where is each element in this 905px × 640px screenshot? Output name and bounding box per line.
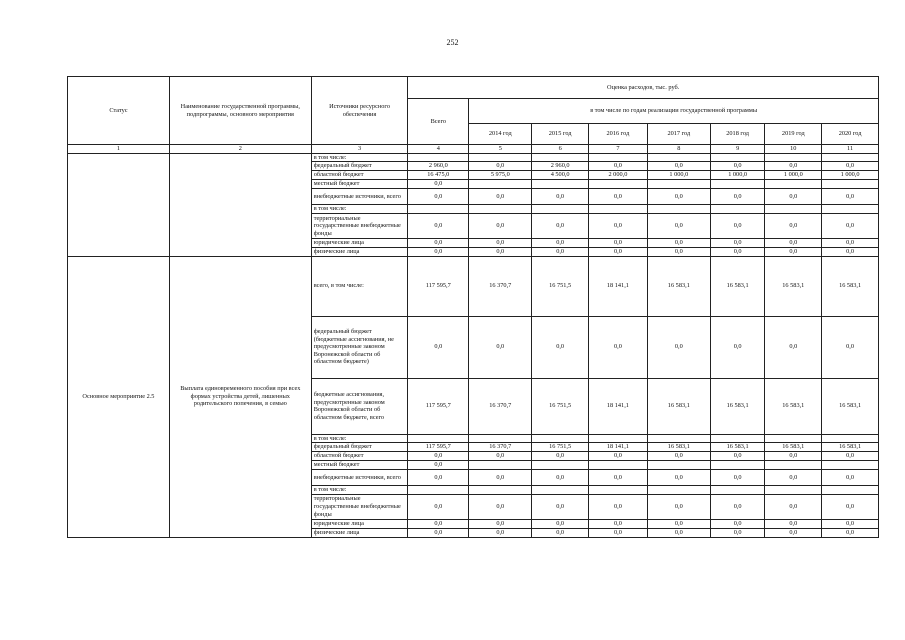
year-value-cell: 18 141,1	[589, 378, 648, 434]
year-value-cell: 18 141,1	[589, 256, 648, 316]
year-value-cell: 0,0	[710, 316, 765, 378]
year-value-cell: 16 370,7	[469, 256, 532, 316]
year-value-cell: 16 583,1	[822, 256, 879, 316]
year-value-cell: 0,0	[469, 470, 532, 486]
year-value-cell: 0,0	[822, 189, 879, 205]
source-cell: областной бюджет	[311, 171, 408, 180]
year-value-cell: 0,0	[647, 248, 710, 257]
header-year: 2016 год	[589, 124, 648, 145]
header-total: Всего	[408, 99, 469, 145]
column-number: 10	[765, 145, 822, 154]
year-value-cell: 0,0	[469, 494, 532, 519]
year-value-cell: 0,0	[589, 528, 648, 537]
year-value-cell: 0,0	[710, 519, 765, 528]
year-value-cell	[822, 180, 879, 189]
year-value-cell	[589, 434, 648, 443]
year-value-cell: 0,0	[589, 239, 648, 248]
year-value-cell: 0,0	[469, 239, 532, 248]
year-value-cell: 0,0	[822, 239, 879, 248]
year-value-cell: 0,0	[647, 452, 710, 461]
year-value-cell: 0,0	[765, 189, 822, 205]
block1-body	[68, 153, 879, 256]
year-value-cell	[710, 486, 765, 495]
year-value-cell: 0,0	[469, 452, 532, 461]
year-value-cell: 0,0	[589, 494, 648, 519]
year-value-cell: 0,0	[822, 470, 879, 486]
total-cell: 0,0	[408, 528, 469, 537]
year-value-cell: 1 000,0	[765, 171, 822, 180]
year-value-cell: 0,0	[710, 162, 765, 171]
year-value-cell: 4 500,0	[532, 171, 589, 180]
total-cell: 0,0	[408, 239, 469, 248]
year-value-cell	[765, 205, 822, 214]
total-cell: 0,0	[408, 461, 469, 470]
year-value-cell: 0,0	[765, 316, 822, 378]
year-value-cell: 0,0	[532, 452, 589, 461]
source-cell: областной бюджет	[311, 452, 408, 461]
year-value-cell: 16 583,1	[765, 256, 822, 316]
year-value-cell: 16 583,1	[710, 443, 765, 452]
year-value-cell: 0,0	[765, 248, 822, 257]
source-cell: в том числе:	[311, 486, 408, 495]
year-value-cell	[647, 205, 710, 214]
year-value-cell: 0,0	[589, 189, 648, 205]
year-value-cell: 0,0	[589, 248, 648, 257]
year-value-cell	[469, 180, 532, 189]
column-number: 7	[589, 145, 648, 154]
year-value-cell: 18 141,1	[589, 443, 648, 452]
header-year: 2015 год	[532, 124, 589, 145]
year-value-cell: 0,0	[589, 316, 648, 378]
year-value-cell	[469, 486, 532, 495]
year-value-cell: 0,0	[589, 452, 648, 461]
year-value-cell: 5 975,0	[469, 171, 532, 180]
year-value-cell: 16 583,1	[822, 443, 879, 452]
year-value-cell: 0,0	[822, 248, 879, 257]
year-value-cell	[822, 205, 879, 214]
table-header	[68, 77, 879, 154]
activity-name: Выплата единовременного пособия при всех формах устройства детей, лишенных родительского попечения, в семью	[169, 256, 311, 537]
year-value-cell: 16 583,1	[710, 378, 765, 434]
year-value-cell: 16 583,1	[647, 256, 710, 316]
name-cell	[169, 153, 311, 256]
year-value-cell: 16 370,7	[469, 443, 532, 452]
column-number: 4	[408, 145, 469, 154]
block2-body	[68, 256, 879, 537]
total-cell: 0,0	[408, 519, 469, 528]
year-value-cell: 0,0	[822, 528, 879, 537]
year-value-cell	[765, 180, 822, 189]
source-cell: в том числе:	[311, 153, 408, 162]
year-value-cell	[532, 434, 589, 443]
column-number: 1	[68, 145, 170, 154]
year-value-cell: 0,0	[532, 214, 589, 239]
year-value-cell: 0,0	[710, 452, 765, 461]
year-value-cell	[589, 205, 648, 214]
year-value-cell: 0,0	[710, 239, 765, 248]
year-value-cell	[532, 153, 589, 162]
year-value-cell: 16 370,7	[469, 378, 532, 434]
year-value-cell	[647, 461, 710, 470]
header-name: Наименование государственной программы, подпрограммы, основного мероприятия	[169, 77, 311, 145]
year-value-cell: 0,0	[532, 189, 589, 205]
year-value-cell	[765, 461, 822, 470]
year-value-cell	[469, 205, 532, 214]
total-cell: 2 960,0	[408, 162, 469, 171]
year-value-cell: 0,0	[710, 248, 765, 257]
total-cell: 117 595,7	[408, 443, 469, 452]
year-value-cell: 0,0	[532, 470, 589, 486]
source-cell: юридические лица	[311, 519, 408, 528]
year-value-cell	[710, 180, 765, 189]
year-value-cell: 0,0	[589, 162, 648, 171]
year-value-cell: 0,0	[589, 519, 648, 528]
source-cell: физические лица	[311, 248, 408, 257]
year-value-cell: 0,0	[822, 162, 879, 171]
source-cell: физические лица	[311, 528, 408, 537]
year-value-cell: 16 583,1	[647, 443, 710, 452]
page-number: 252	[446, 38, 459, 47]
year-value-cell	[647, 153, 710, 162]
source-cell: всего, в том числе:	[311, 256, 408, 316]
source-cell: юридические лица	[311, 239, 408, 248]
year-value-cell	[710, 461, 765, 470]
year-value-cell: 0,0	[822, 452, 879, 461]
header-year: 2014 год	[469, 124, 532, 145]
year-value-cell: 0,0	[765, 452, 822, 461]
year-value-cell: 0,0	[532, 316, 589, 378]
year-value-cell: 0,0	[647, 470, 710, 486]
status-cell	[68, 153, 170, 256]
year-value-cell: 1 000,0	[647, 171, 710, 180]
year-value-cell: 0,0	[532, 519, 589, 528]
header-source: Источники ресурсного обеспечения	[311, 77, 408, 145]
column-number: 2	[169, 145, 311, 154]
year-value-cell: 0,0	[532, 494, 589, 519]
year-value-cell	[765, 486, 822, 495]
year-value-cell: 0,0	[469, 519, 532, 528]
year-value-cell	[532, 461, 589, 470]
year-value-cell: 0,0	[765, 239, 822, 248]
year-value-cell: 1 000,0	[822, 171, 879, 180]
total-cell	[408, 153, 469, 162]
year-value-cell: 0,0	[710, 470, 765, 486]
year-value-cell: 0,0	[647, 189, 710, 205]
year-value-cell: 0,0	[822, 316, 879, 378]
total-cell: 0,0	[408, 470, 469, 486]
total-cell: 0,0	[408, 189, 469, 205]
year-value-cell: 0,0	[532, 239, 589, 248]
total-cell: 117 595,7	[408, 256, 469, 316]
year-value-cell	[589, 153, 648, 162]
year-value-cell: 0,0	[647, 528, 710, 537]
year-value-cell: 0,0	[589, 470, 648, 486]
year-value-cell: 0,0	[647, 494, 710, 519]
source-cell: федеральный бюджет (бюджетные ассигнования, не предусмотренные законом Воронежской области об областном бюджете)	[311, 316, 408, 378]
source-cell: федеральный бюджет	[311, 162, 408, 171]
year-value-cell: 0,0	[710, 494, 765, 519]
year-value-cell: 0,0	[469, 214, 532, 239]
source-cell: бюджетные ассигнования, предусмотренные законом Воронежской области об областном бюджете, всего	[311, 378, 408, 434]
year-value-cell	[822, 153, 879, 162]
year-value-cell: 0,0	[469, 162, 532, 171]
year-value-cell: 16 583,1	[765, 443, 822, 452]
year-value-cell: 0,0	[822, 494, 879, 519]
year-value-cell: 0,0	[822, 214, 879, 239]
year-value-cell: 0,0	[647, 519, 710, 528]
year-value-cell	[765, 434, 822, 443]
header-by-years: в том числе по годам реализации государственной программы	[469, 99, 879, 124]
column-number: 5	[469, 145, 532, 154]
year-value-cell	[469, 153, 532, 162]
year-value-cell	[710, 205, 765, 214]
year-value-cell: 0,0	[765, 519, 822, 528]
source-cell: местный бюджет	[311, 180, 408, 189]
year-value-cell: 16 583,1	[647, 378, 710, 434]
year-value-cell: 0,0	[822, 519, 879, 528]
total-cell: 16 475,0	[408, 171, 469, 180]
year-value-cell	[822, 434, 879, 443]
column-numbers-row	[68, 145, 879, 154]
year-value-cell	[765, 153, 822, 162]
year-value-cell: 0,0	[647, 214, 710, 239]
year-value-cell: 2 960,0	[532, 162, 589, 171]
source-cell: местный бюджет	[311, 461, 408, 470]
source-cell: внебюджетные источники, всего	[311, 470, 408, 486]
year-value-cell: 0,0	[469, 316, 532, 378]
budget-table	[67, 76, 879, 538]
year-value-cell	[532, 180, 589, 189]
total-cell	[408, 486, 469, 495]
header-status: Статус	[68, 77, 170, 145]
header-year: 2020 год	[822, 124, 879, 145]
year-value-cell	[710, 434, 765, 443]
year-value-cell: 0,0	[710, 189, 765, 205]
year-value-cell	[822, 461, 879, 470]
source-cell: внебюджетные источники, всего	[311, 189, 408, 205]
total-cell: 0,0	[408, 494, 469, 519]
year-value-cell	[469, 461, 532, 470]
year-value-cell: 2 000,0	[589, 171, 648, 180]
year-value-cell	[647, 434, 710, 443]
year-value-cell: 16 583,1	[765, 378, 822, 434]
total-cell: 0,0	[408, 180, 469, 189]
year-value-cell: 0,0	[469, 248, 532, 257]
source-cell: территориальные государственные внебюджетные фонды	[311, 214, 408, 239]
year-value-cell: 0,0	[710, 528, 765, 537]
year-value-cell: 16 751,5	[532, 378, 589, 434]
column-number: 9	[710, 145, 765, 154]
header-year: 2017 год	[647, 124, 710, 145]
activity-status: Основное мероприятие 2.5	[68, 256, 170, 537]
year-value-cell: 0,0	[532, 248, 589, 257]
year-value-cell	[532, 205, 589, 214]
total-cell: 0,0	[408, 248, 469, 257]
column-number: 6	[532, 145, 589, 154]
year-value-cell	[532, 486, 589, 495]
table-row	[68, 153, 879, 162]
year-value-cell: 0,0	[647, 239, 710, 248]
year-value-cell: 16 583,1	[710, 256, 765, 316]
total-cell	[408, 434, 469, 443]
year-value-cell: 0,0	[469, 189, 532, 205]
total-cell: 0,0	[408, 214, 469, 239]
column-number: 3	[311, 145, 408, 154]
column-number: 11	[822, 145, 879, 154]
year-value-cell: 0,0	[710, 214, 765, 239]
year-value-cell: 0,0	[647, 316, 710, 378]
source-cell: в том числе:	[311, 434, 408, 443]
header-estimate: Оценка расходов, тыс. руб.	[408, 77, 879, 99]
year-value-cell: 0,0	[532, 528, 589, 537]
year-value-cell: 1 000,0	[710, 171, 765, 180]
year-value-cell	[647, 486, 710, 495]
year-value-cell: 0,0	[765, 470, 822, 486]
year-value-cell: 0,0	[765, 214, 822, 239]
table-row	[68, 256, 879, 316]
column-number: 8	[647, 145, 710, 154]
year-value-cell: 0,0	[765, 494, 822, 519]
year-value-cell	[710, 153, 765, 162]
year-value-cell	[822, 486, 879, 495]
year-value-cell: 0,0	[647, 162, 710, 171]
year-value-cell: 16 751,5	[532, 256, 589, 316]
year-value-cell: 0,0	[589, 214, 648, 239]
year-value-cell	[469, 434, 532, 443]
total-cell: 0,0	[408, 316, 469, 378]
year-value-cell: 16 583,1	[822, 378, 879, 434]
year-value-cell	[589, 486, 648, 495]
source-cell: федеральный бюджет	[311, 443, 408, 452]
total-cell	[408, 205, 469, 214]
header-year: 2019 год	[765, 124, 822, 145]
source-cell: в том числе:	[311, 205, 408, 214]
header-year: 2018 год	[710, 124, 765, 145]
year-value-cell: 0,0	[469, 528, 532, 537]
year-value-cell	[589, 180, 648, 189]
year-value-cell	[647, 180, 710, 189]
year-value-cell	[589, 461, 648, 470]
total-cell: 0,0	[408, 452, 469, 461]
year-value-cell: 0,0	[765, 528, 822, 537]
source-cell: территориальные государственные внебюджетные фонды	[311, 494, 408, 519]
year-value-cell: 16 751,5	[532, 443, 589, 452]
total-cell: 117 595,7	[408, 378, 469, 434]
year-value-cell: 0,0	[765, 162, 822, 171]
